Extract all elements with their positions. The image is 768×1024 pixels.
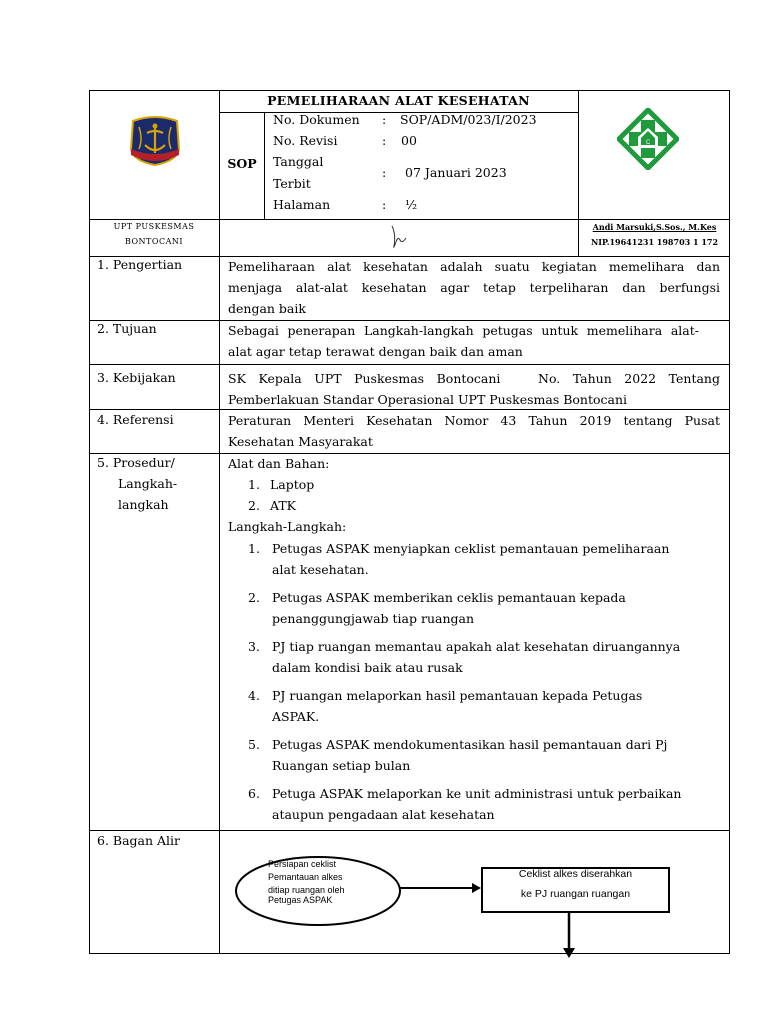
svg-text:C: C bbox=[645, 140, 651, 146]
step-text: ASPAK. bbox=[272, 709, 320, 724]
section-heading-referensi: 4. Referensi bbox=[97, 412, 174, 427]
document-title: PEMELIHARAAN ALAT KESEHATAN bbox=[267, 93, 530, 108]
step-text: Petugas ASPAK mendokumentasikan hasil pemantauan dari Pj bbox=[272, 737, 668, 752]
meta-value-no-revisi: 00 bbox=[401, 133, 417, 148]
list-number: 2. bbox=[248, 498, 260, 513]
flow-box-text bbox=[482, 864, 669, 904]
flow-ellipse-text bbox=[268, 858, 345, 907]
tujuan-line: Sebagai penerapan Langkah-langkah petugas untuk memelihara alat- bbox=[228, 323, 699, 338]
org-name-line1: UPT PUSKESMAS bbox=[113, 222, 195, 231]
header-divider bbox=[89, 219, 730, 220]
sop-divider bbox=[264, 112, 265, 219]
pengertian-line: Pemeliharaan alat kesehatan adalah suatu kegiatan memelihara dan bbox=[228, 259, 720, 274]
step-number: 2. bbox=[248, 590, 260, 605]
flow-ellipse-line: ditiap ruangan oleh bbox=[268, 885, 345, 895]
step-text: Petugas ASPAK memberikan ceklis pemantauan kepada bbox=[272, 590, 626, 605]
row-divider bbox=[89, 364, 730, 365]
section-heading-prosedur: Langkah- bbox=[118, 476, 178, 491]
puskesmas-logo-icon bbox=[617, 108, 679, 170]
meta-sep: : bbox=[382, 197, 387, 212]
step-text: PJ tiap ruangan memantau apakah alat kesehatan diruangannya bbox=[272, 639, 681, 654]
section-heading-tujuan: 2. Tujuan bbox=[97, 321, 157, 336]
meta-sep: : bbox=[382, 165, 387, 180]
step-number: 4. bbox=[248, 688, 260, 703]
step-text: Petuga ASPAK melaporkan ke unit administrasi untuk perbaikan bbox=[272, 786, 682, 801]
flow-box-line: Ceklist alkes diserahkan bbox=[518, 868, 633, 880]
step-number: 5. bbox=[248, 737, 260, 752]
pengertian-line: menjaga alat-alat kesehatan agar tetap terpeliharan dan berfungsi bbox=[228, 280, 720, 295]
langkah-heading: Langkah-Langkah: bbox=[228, 519, 347, 534]
step-number: 6. bbox=[248, 786, 260, 801]
section-heading-kebijakan: 3. Kebijakan bbox=[97, 370, 176, 385]
referensi-line: Peraturan Menteri Kesehatan Nomor 43 Tahun 2019 tentang Pusat bbox=[228, 413, 720, 428]
meta-label-no-revisi: No. Revisi bbox=[273, 133, 338, 148]
section-heading-pengertian: 1. Pengertian bbox=[97, 257, 183, 272]
referensi-line: Kesehatan Masyarakat bbox=[228, 434, 373, 449]
step-text: alat kesehatan. bbox=[272, 562, 369, 577]
kebijakan-line: SK Kepala UPT Puskesmas Bontocani No. Tahun 2022 Tentang bbox=[228, 371, 720, 386]
meta-sep: : bbox=[382, 133, 387, 148]
meta-sep: : bbox=[382, 112, 387, 127]
meta-value-tanggal: 07 Januari 2023 bbox=[405, 165, 507, 180]
row-divider bbox=[89, 830, 730, 831]
step-number: 3. bbox=[248, 639, 260, 654]
section-heading-prosedur: 5. Prosedur/ bbox=[97, 455, 175, 470]
sop-label: SOP bbox=[227, 156, 257, 171]
org-name-line2: BONTOCANI bbox=[124, 237, 184, 246]
section-heading-bagan-alir: 6. Bagan Alir bbox=[97, 833, 181, 848]
meta-label-no-dokumen: No. Dokumen bbox=[273, 112, 360, 127]
list-item: Laptop bbox=[270, 477, 315, 492]
step-text: Ruangan setiap bulan bbox=[272, 758, 411, 773]
flow-ellipse-line: Pemantauan alkes bbox=[268, 872, 343, 882]
step-text: penanggungjawab tiap ruangan bbox=[272, 611, 474, 626]
flow-ellipse-line: Persiapan ceklist bbox=[268, 859, 337, 869]
step-text: PJ ruangan melaporkan hasil pemantauan kepada Petugas bbox=[272, 688, 643, 703]
step-number: 1. bbox=[248, 541, 260, 556]
list-item: ATK bbox=[270, 498, 297, 513]
meta-label-terbit: Terbit bbox=[273, 176, 311, 191]
signer-name: Andi Marsuki,S.Sos., M.Kes bbox=[592, 222, 717, 232]
section-heading-prosedur: langkah bbox=[118, 497, 169, 512]
signature-icon bbox=[384, 224, 410, 252]
meta-value-no-dokumen: SOP/ADM/023/I/2023 bbox=[400, 112, 537, 127]
flow-ellipse-line: Petugas ASPAK bbox=[268, 895, 333, 905]
kebijakan-line: Pemberlakuan Standar Operasional UPT Puskesmas Bontocani bbox=[228, 392, 628, 407]
row-divider bbox=[89, 453, 730, 454]
meta-label-tanggal: Tanggal bbox=[273, 154, 324, 169]
meta-label-halaman: Halaman bbox=[273, 197, 331, 212]
alat-heading: Alat dan Bahan: bbox=[228, 456, 330, 471]
list-number: 1. bbox=[248, 477, 260, 492]
step-text: ataupun pengadaan alat kesehatan bbox=[272, 807, 495, 822]
meta-value-halaman: ½ bbox=[405, 197, 418, 212]
flow-box-line: ke PJ ruangan ruangan bbox=[520, 888, 631, 900]
pengertian-line: dengan baik bbox=[228, 301, 306, 316]
signer-nip: NIP.19641231 198703 1 172 bbox=[590, 237, 719, 247]
step-text: Petugas ASPAK menyiapkan ceklist pemantauan pemeliharaan bbox=[272, 541, 670, 556]
regional-emblem-icon bbox=[127, 115, 183, 167]
step-text: dalam kondisi baik atau rusak bbox=[272, 660, 463, 675]
tujuan-line: alat agar tetap terawat dengan baik dan aman bbox=[228, 344, 523, 359]
